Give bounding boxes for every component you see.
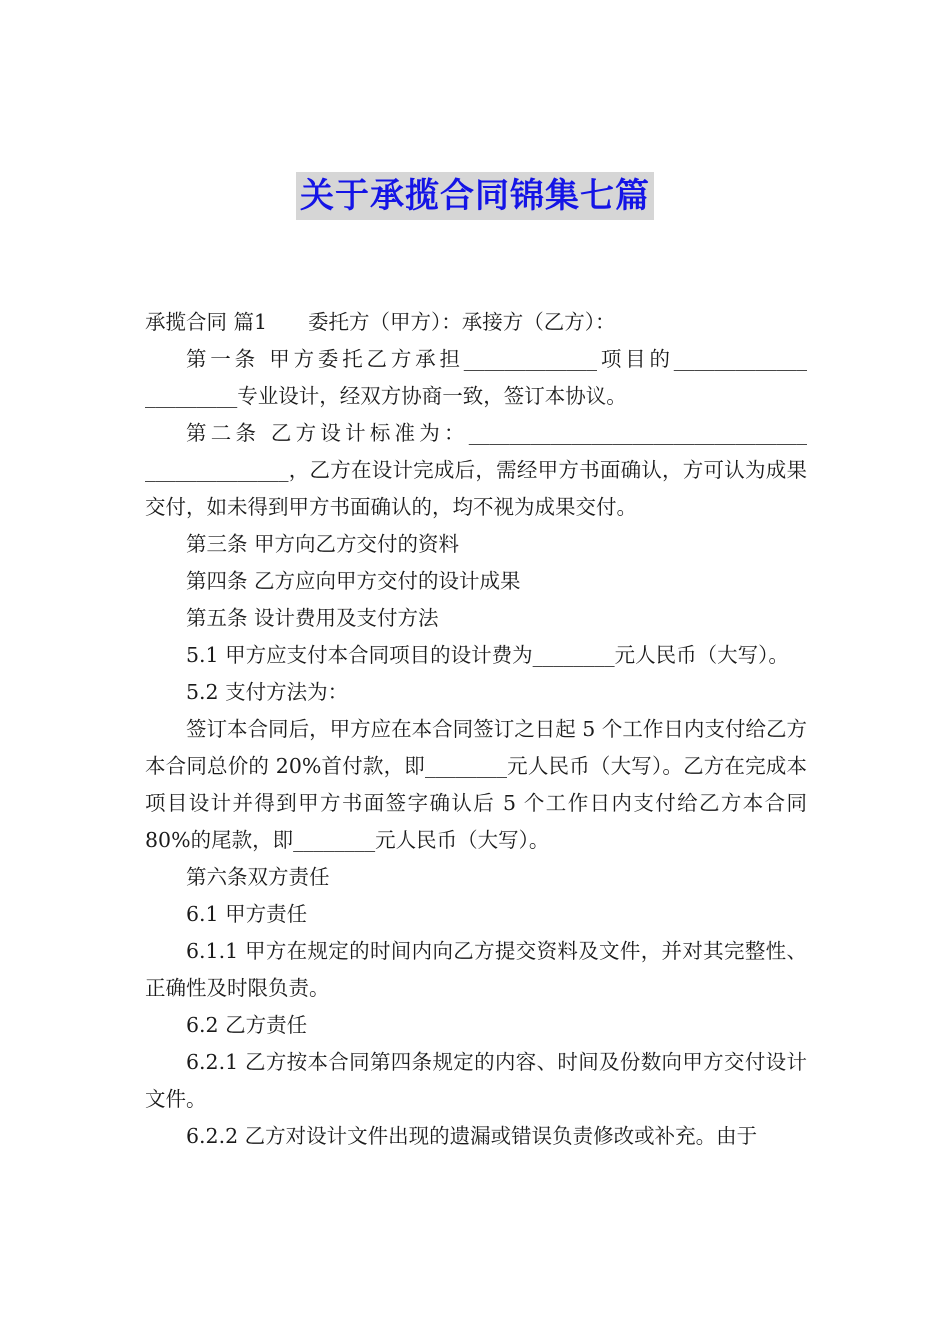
document-body <box>145 304 807 1155</box>
paragraph-6-1-1: 6.1.1 甲方在规定的时间内向乙方提交资料及文件，并对其完整性、正确性及时限负责。 <box>145 939 807 1000</box>
paragraph-article-2-line-1: 第二条 乙方设计标准为：_________________________________ <box>186 421 807 445</box>
paragraph-heading: 承揽合同 篇1 委托方（甲方）：承接方（乙方）： <box>145 310 616 334</box>
paragraph-article-6: 第六条双方责任 <box>186 865 330 889</box>
paragraph-article-5: 第五条 设计费用及支付方法 <box>186 606 439 630</box>
paragraph-6-2-2: 6.2.2 乙方对设计文件出现的遗漏或错误负责修改或补充。由于 <box>186 1124 758 1148</box>
paragraph-payment-details: 签订本合同后，甲方应在本合同签订之日起 5 个工作日内支付给乙方本合同总价的 20%首付款，即________元人民币（大写）。乙方在完成本项目设计并得到甲方书面签字确认后 5 个工作日内支付给乙方本合同 80%的尾款，即________元人民币（大写）。 <box>145 717 807 852</box>
paragraph-article-2-line-2: ______________，乙方在设计完成后，需经甲方书面确认，方可认为成果交付，如未得到甲方书面确认的，均不视为成果交付。 <box>145 458 807 519</box>
paragraph-5-2: 5.2 支付方法为： <box>186 680 349 704</box>
paragraph-article-1-line-1: 第一条 甲方委托乙方承担_____________项目的_____________ <box>186 347 807 371</box>
title-block <box>0 172 950 220</box>
paragraph-6-2: 6.2 乙方责任 <box>186 1013 308 1037</box>
document-title: 关于承揽合同锦集七篇 <box>296 172 654 220</box>
paragraph-article-4: 第四条 乙方应向甲方交付的设计成果 <box>186 569 521 593</box>
paragraph-article-1-line-2: _________专业设计，经双方协商一致，签订本协议。 <box>145 384 627 408</box>
paragraph-article-3: 第三条 甲方向乙方交付的资料 <box>186 532 460 556</box>
paragraph-6-1: 6.1 甲方责任 <box>186 902 308 926</box>
paragraph-5-1: 5.1 甲方应支付本合同项目的设计费为________元人民币（大写）。 <box>186 643 789 667</box>
paragraph-6-2-1: 6.2.1 乙方按本合同第四条规定的内容、时间及份数向甲方交付设计文件。 <box>145 1050 807 1111</box>
